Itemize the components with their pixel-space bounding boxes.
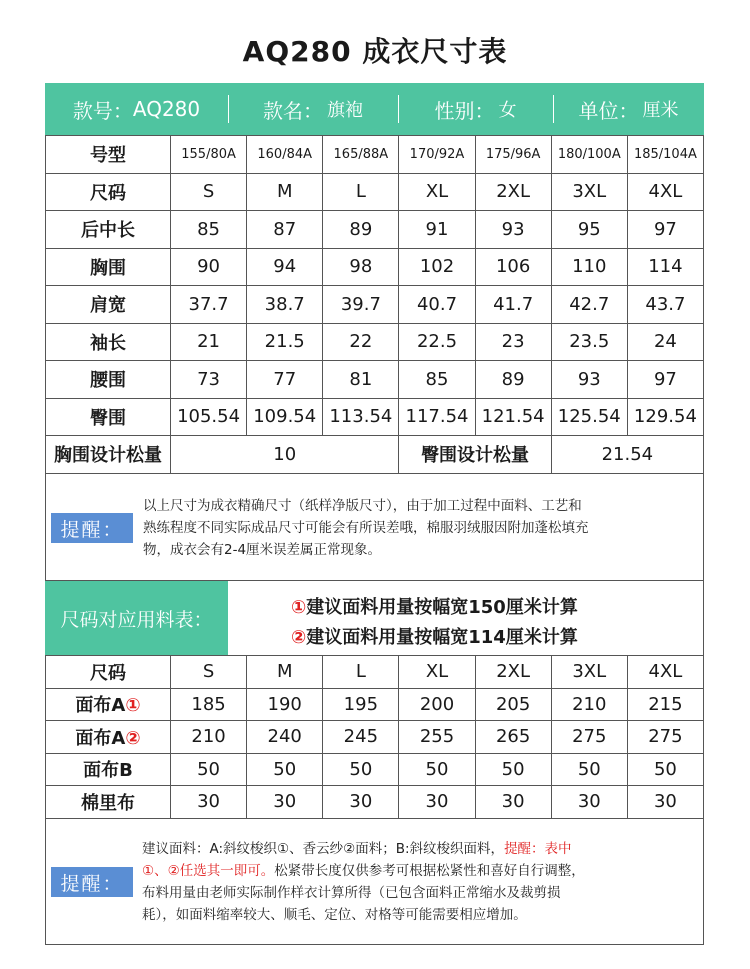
size-row	[46, 398, 704, 436]
size-cell: 89	[323, 211, 399, 249]
fabric-heading: 尺码对应用料表：	[45, 581, 228, 655]
row-label	[46, 688, 171, 721]
fabric-cell: 200	[399, 688, 475, 721]
gender	[398, 83, 553, 135]
calc-text: 建议面料用量按幅宽	[306, 627, 469, 648]
chest-ease-value: 10	[171, 436, 399, 474]
size-cell: 77	[247, 361, 323, 399]
unit	[553, 83, 704, 135]
row-label: 号型	[46, 136, 171, 174]
fabric-cell: 30	[399, 786, 475, 819]
reminder-line: 熟练程度不同实际成品尺寸可能会有所误差哦，棉服羽绒服因附加蓬松填充	[143, 520, 589, 536]
size-cell: 129.54	[627, 398, 703, 436]
reminder-badge-2: 提醒：	[51, 867, 133, 897]
calc-width: 114	[468, 627, 506, 648]
fabric-row	[46, 721, 704, 754]
fabric-cell: 275	[627, 721, 703, 754]
size-row	[46, 248, 704, 286]
size-cell: 81	[323, 361, 399, 399]
size-cell: 175/96A	[475, 136, 551, 174]
size-cell: 93	[551, 361, 627, 399]
name-value: 旗袍	[327, 100, 363, 121]
size-cell: XL	[399, 173, 475, 211]
reminder-line: 物，成衣会有2-4厘米误差属正常现象。	[143, 542, 382, 558]
size-cell: 37.7	[171, 286, 247, 324]
size-cell: 94	[247, 248, 323, 286]
row-label-text: 面布A	[75, 727, 126, 749]
row-label	[46, 656, 171, 689]
calc-text: 厘米计算	[505, 597, 578, 618]
fabric-cell: 190	[247, 688, 323, 721]
size-cell: 113.54	[323, 398, 399, 436]
size-cell: 95	[551, 211, 627, 249]
size-cell: 39.7	[323, 286, 399, 324]
calc-text: 建议面料用量按幅宽	[306, 597, 469, 618]
size-cell: 21	[171, 323, 247, 361]
circle-1-icon: ①	[291, 597, 307, 618]
fabric-cell: M	[247, 656, 323, 689]
size-cell: 97	[627, 211, 703, 249]
size-cell: 43.7	[627, 286, 703, 324]
unit-value: 厘米	[642, 100, 679, 121]
fabric-cell: 30	[475, 786, 551, 819]
reminder-span: 建议面料：A:斜纹梭织①、香云纱②面料；B:斜纹梭织面料，	[142, 841, 505, 857]
size-row	[46, 323, 704, 361]
fabric-table	[45, 655, 704, 819]
row-label-mark: ②	[125, 727, 141, 749]
size-cell: 125.54	[551, 398, 627, 436]
chest-ease-label: 胸围设计松量	[46, 436, 171, 474]
row-label-text: 面布A	[75, 695, 126, 717]
size-cell: 155/80A	[171, 136, 247, 174]
size-cell: 114	[627, 248, 703, 286]
calc-note-1	[291, 593, 578, 619]
hip-ease-value: 21.54	[551, 436, 703, 474]
fabric-cell: 195	[323, 688, 399, 721]
reminder-line	[142, 838, 702, 860]
size-cell: M	[247, 173, 323, 211]
fabric-cell: 30	[171, 786, 247, 819]
row-label: 后中长	[46, 211, 171, 249]
fabric-cell: 30	[551, 786, 627, 819]
size-cell: 165/88A	[323, 136, 399, 174]
size-cell: 87	[247, 211, 323, 249]
size-cell: 21.5	[247, 323, 323, 361]
circle-2-icon: ②	[291, 627, 307, 648]
fabric-cell: 50	[399, 753, 475, 786]
calc-text: 厘米计算	[505, 627, 578, 648]
size-cell: 42.7	[551, 286, 627, 324]
fabric-cell: 210	[551, 688, 627, 721]
size-cell: 109.54	[247, 398, 323, 436]
size-cell: 102	[399, 248, 475, 286]
page-title: AQ280 成衣尺寸表	[242, 35, 508, 68]
size-cell: 185/104A	[627, 136, 703, 174]
fabric-cell: 50	[475, 753, 551, 786]
fabric-cell: XL	[399, 656, 475, 689]
reminder-red: ①、②任选其一即可。	[142, 863, 275, 879]
size-cell: 38.7	[247, 286, 323, 324]
size-cell: 4XL	[627, 173, 703, 211]
size-cell: 160/84A	[247, 136, 323, 174]
style-value: AQ280	[132, 97, 201, 121]
size-cell: 105.54	[171, 398, 247, 436]
reminder-span: 松紧带长度仅供参考可根据松紧性和喜好自行调整，	[274, 863, 585, 879]
size-cell: 170/92A	[399, 136, 475, 174]
size-cell: 23.5	[551, 323, 627, 361]
size-cell: 180/100A	[551, 136, 627, 174]
fabric-cell: 275	[551, 721, 627, 754]
reminder-line: 布料用量由老师实际制作样衣计算所得（已包含面料正常缩水及裁剪损	[142, 885, 561, 901]
size-cell: 41.7	[475, 286, 551, 324]
calc-width: 150	[468, 597, 506, 618]
style-number	[45, 83, 228, 135]
row-label: 胸围	[46, 248, 171, 286]
fabric-cell: 50	[323, 753, 399, 786]
reminder-line: 以上尺寸为成衣精确尺寸（纸样净版尺寸），由于加工过程中面料、工艺和	[143, 498, 582, 514]
size-row	[46, 136, 704, 174]
gender-label: 性别：	[434, 98, 495, 123]
size-cell: 90	[171, 248, 247, 286]
size-cell: 98	[323, 248, 399, 286]
size-cell: 97	[627, 361, 703, 399]
fabric-row	[46, 688, 704, 721]
size-cell: 73	[171, 361, 247, 399]
fabric-heading-area	[45, 580, 704, 655]
size-row	[46, 211, 704, 249]
size-cell: 23	[475, 323, 551, 361]
reminder-note-2	[45, 822, 704, 944]
size-cell: 22	[323, 323, 399, 361]
size-cell: 85	[171, 211, 247, 249]
size-row	[46, 286, 704, 324]
row-label-text: 棉里布	[81, 792, 135, 814]
reminder-note-1	[45, 475, 704, 580]
reminder-red: 提醒：表中	[504, 841, 572, 857]
gender-value: 女	[498, 100, 517, 121]
row-label-text: 面布B	[83, 760, 133, 782]
fabric-cell: 205	[475, 688, 551, 721]
reminder-text-1	[143, 495, 698, 561]
size-cell: 40.7	[399, 286, 475, 324]
fabric-cell: L	[323, 656, 399, 689]
reminder-text-2	[142, 838, 702, 926]
fabric-cell: 50	[627, 753, 703, 786]
unit-label: 单位：	[578, 98, 639, 123]
fabric-cell: S	[171, 656, 247, 689]
reminder-line	[142, 860, 702, 882]
fabric-cell: 3XL	[551, 656, 627, 689]
size-cell: 85	[399, 361, 475, 399]
size-cell: 89	[475, 361, 551, 399]
row-label: 袖长	[46, 323, 171, 361]
fabric-cell: 240	[247, 721, 323, 754]
fabric-cell: 30	[247, 786, 323, 819]
row-label: 腰围	[46, 361, 171, 399]
fabric-cell: 30	[627, 786, 703, 819]
fabric-cell: 215	[627, 688, 703, 721]
reminder-line: 耗），如面料缩率较大、顺毛、定位、对格等可能需要相应增加。	[142, 907, 527, 923]
size-row	[46, 361, 704, 399]
fabric-cell: 50	[551, 753, 627, 786]
fabric-row	[46, 656, 704, 689]
style-name	[228, 83, 398, 135]
row-label: 臀围	[46, 398, 171, 436]
style-label: 款号：	[72, 98, 133, 123]
size-cell: 24	[627, 323, 703, 361]
fabric-cell: 50	[247, 753, 323, 786]
row-label	[46, 753, 171, 786]
size-cell: 22.5	[399, 323, 475, 361]
size-cell: 91	[399, 211, 475, 249]
row-label: 尺码	[46, 173, 171, 211]
fabric-cell: 255	[399, 721, 475, 754]
size-table	[45, 135, 704, 474]
fabric-cell: 210	[171, 721, 247, 754]
size-cell: 93	[475, 211, 551, 249]
size-cell: 117.54	[399, 398, 475, 436]
fabric-cell: 265	[475, 721, 551, 754]
reminder-badge-1: 提醒：	[51, 513, 133, 543]
fabric-cell: 50	[171, 753, 247, 786]
row-label-text: 尺码	[90, 662, 126, 684]
size-cell: 121.54	[475, 398, 551, 436]
row-label	[46, 721, 171, 754]
fabric-cell: 4XL	[627, 656, 703, 689]
row-label	[46, 786, 171, 819]
calc-note-2	[291, 623, 578, 649]
fabric-cell: 245	[323, 721, 399, 754]
fabric-cell: 30	[323, 786, 399, 819]
ease-row	[46, 436, 704, 474]
row-label: 肩宽	[46, 286, 171, 324]
size-cell: S	[171, 173, 247, 211]
size-cell: 3XL	[551, 173, 627, 211]
name-label: 款名：	[263, 98, 323, 123]
fabric-row	[46, 753, 704, 786]
size-cell: 110	[551, 248, 627, 286]
row-label-mark: ①	[125, 695, 141, 717]
fabric-cell: 2XL	[475, 656, 551, 689]
hip-ease-label: 臀围设计松量	[399, 436, 551, 474]
header-bar	[45, 83, 704, 135]
size-cell: 2XL	[475, 173, 551, 211]
fabric-cell: 185	[171, 688, 247, 721]
size-cell: 106	[475, 248, 551, 286]
size-row	[46, 173, 704, 211]
fabric-row	[46, 786, 704, 819]
size-cell: L	[323, 173, 399, 211]
